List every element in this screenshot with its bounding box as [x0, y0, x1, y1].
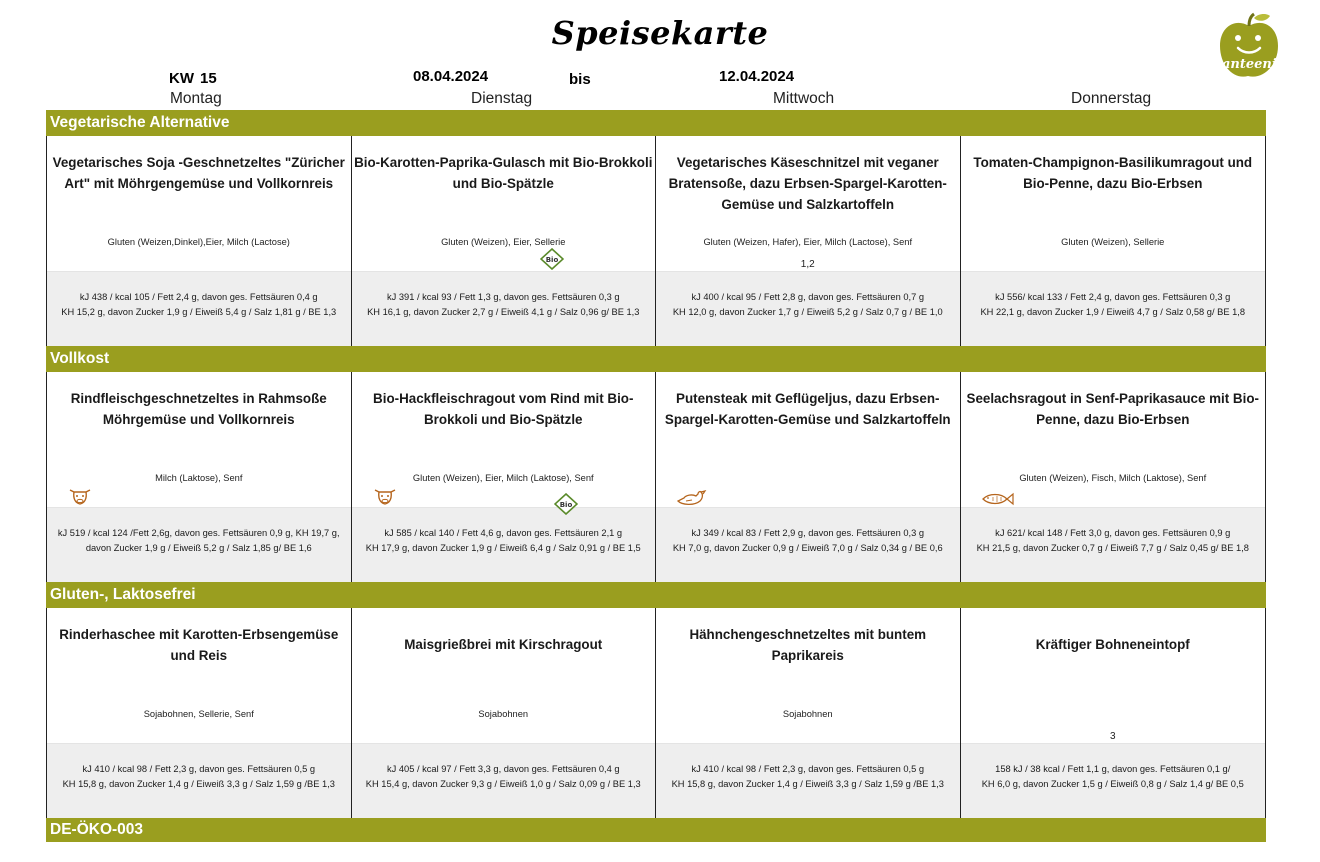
- menu-cell: [961, 372, 1266, 582]
- allergen-info: Sojabohnen: [478, 709, 529, 719]
- nutrition-line-1: kJ 519 / kcal 124 /Fett 2,6g, davon ges. Fettsäuren 0,9 g, KH 19,7 g,: [57, 528, 340, 538]
- nutrition-line-2: KH 22,1 g, davon Zucker 1,9 / Eiweiß 4,7 g / Salz 0,58 g/ BE 1,8: [980, 307, 1246, 317]
- nutrition-line-2: KH 15,8 g, davon Zucker 1,4 g / Eiweiß 3,3 g / Salz 1,59 g /BE 1,3: [62, 779, 335, 789]
- day-thursday: Donnerstag: [1071, 90, 1152, 107]
- allergen-info: Gluten (Weizen,Dinkel),Eier, Milch (Lactose): [107, 237, 290, 247]
- nutrition-line-1: kJ 405 / kcal 97 / Fett 3,3 g, davon ges. Fettsäuren 0,4 g: [386, 764, 620, 774]
- dish-name: Tomaten-Champignon-Basilikumragout und Bio-Penne, dazu Bio-Erbsen: [973, 155, 1253, 191]
- day-tuesday: Dienstag: [471, 90, 533, 107]
- nutrition-info: [961, 743, 1266, 818]
- nutrition-line-1: kJ 621/ kcal 148 / Fett 3,0 g, davon ges. Fettsäuren 0,9 g: [995, 528, 1231, 538]
- allergen-info: Milch (Laktose), Senf: [155, 473, 243, 483]
- nutrition-line-2: KH 16,1 g, davon Zucker 2,7 g / Eiweiß 4,1 g / Salz 0,96 g/ BE 1,3: [367, 307, 640, 317]
- dish-name: Bio-Hackfleischragout vom Rind mit Bio-Brokkoli und Bio-Spätzle: [373, 391, 634, 427]
- dish-name: Hähnchengeschnetzeltes mit buntem Paprikareis: [689, 627, 927, 663]
- page-title: Speisekarte: [551, 14, 769, 52]
- nutrition-line-2: KH 21,5 g, davon Zucker 0,7 g / Eiweiß 7,7 g / Salz 0,45 g/ BE 1,8: [976, 543, 1249, 553]
- allergen-info: Gluten (Weizen), Fisch, Milch (Laktose), Senf: [1019, 473, 1207, 483]
- allergen-info: Sojabohnen: [782, 709, 833, 719]
- week-label: [169, 70, 217, 87]
- bio-icon: [540, 248, 564, 270]
- dish-name: Putensteak mit Geflügeljus, dazu Erbsen-Spargel-Karotten-Gemüse und Salzkartoffeln: [664, 391, 951, 427]
- nutrition-info: [961, 271, 1266, 346]
- nutrition-line-1: kJ 585 / kcal 140 / Fett 4,6 g, davon ges. Fettsäuren 2,1 g: [384, 528, 623, 538]
- dish-name: Vegetarisches Käseschnitzel mit veganer Bratensoße, dazu Erbsen-Spargel-Karotten-Gemüse und Salzkartoffeln: [668, 155, 947, 212]
- nutrition-info: [656, 743, 960, 818]
- nutrition-line-1: 158 kJ / 38 kcal / Fett 1,1 g, davon ges. Fettsäuren 0,1 g/: [995, 764, 1231, 774]
- dish-name: Bio-Karotten-Paprika-Gulasch mit Bio-Brokkoli und Bio-Spätzle: [354, 155, 653, 191]
- nutrition-line-1: kJ 349 / kcal 83 / Fett 2,9 g, davon ges. Fettsäuren 0,3 g: [691, 528, 925, 538]
- menu-cell: [47, 136, 352, 346]
- dish-name: Rinderhaschee mit Karotten-Erbsengemüse und Reis: [59, 627, 339, 663]
- menu-grid: [46, 110, 1266, 842]
- day-wednesday: Mittwoch: [773, 90, 835, 107]
- menu-cell: [961, 136, 1266, 346]
- additive-numbers: 1,2: [800, 259, 815, 270]
- dish-name: Maisgrießbrei mit Kirschragout: [404, 637, 603, 652]
- nutrition-line-1: kJ 438 / kcal 105 / Fett 2,4 g, davon ges. Fettsäuren 0,4 g: [79, 292, 318, 302]
- section-header-vollkost: Vollkost: [46, 346, 1266, 372]
- kw-number: 15: [200, 70, 217, 87]
- section-header-vegetarian: Vegetarische Alternative: [46, 110, 1266, 136]
- menu-cell: [961, 608, 1266, 818]
- nutrition-line-2: KH 12,0 g, davon Zucker 1,7 g / Eiweiß 5,2 g / Salz 0,7 g / BE 1,0: [672, 307, 943, 317]
- nutrition-line-1: kJ 410 / kcal 98 / Fett 2,3 g, davon ges. Fettsäuren 0,5 g: [691, 764, 925, 774]
- menu-cell: [47, 372, 352, 582]
- menu-cell: [352, 136, 657, 346]
- menu-cell: [47, 608, 352, 818]
- svg-text:Bio: Bio: [559, 501, 572, 509]
- nutrition-info: [47, 743, 351, 818]
- nutrition-line-2: KH 17,9 g, davon Zucker 1,9 g / Eiweiß 6,4 g / Salz 0,91 g / BE 1,5: [365, 543, 641, 553]
- nutrition-info: [47, 507, 351, 582]
- menu-row-gluten-lactose-free: [46, 608, 1266, 818]
- nutrition-info: [656, 507, 960, 582]
- organic-certification-code: DE-ÖKO-003: [46, 818, 1266, 842]
- date-from: 08.04.2024: [413, 68, 489, 85]
- nutrition-info: [656, 271, 960, 346]
- nutrition-line-2: KH 15,4 g, davon Zucker 9,3 g / Eiweiß 1,0 g / Salz 0,09 g / BE 1,3: [365, 779, 641, 789]
- allergen-info: Gluten (Weizen, Hafer), Eier, Milch (Lactose), Senf: [703, 237, 913, 247]
- menu-cell: [656, 372, 961, 582]
- allergen-info: Gluten (Weizen), Sellerie: [1061, 237, 1165, 247]
- menu-row-vollkost: [46, 372, 1266, 582]
- nutrition-line-2: KH 15,2 g, davon Zucker 1,9 g / Eiweiß 5,4 g / Salz 1,81 g / BE 1,3: [61, 307, 337, 317]
- menu-cell: [656, 136, 961, 346]
- nutrition-line-1: kJ 556/ kcal 133 / Fett 2,4 g, davon ges. Fettsäuren 0,3 g: [995, 292, 1231, 302]
- nutrition-info: [352, 743, 656, 818]
- nutrition-line-2: KH 6,0 g, davon Zucker 1,5 g / Eiweiß 0,8 g / Salz 1,4 g/ BE 0,5: [981, 779, 1244, 789]
- nutrition-info: [352, 507, 656, 582]
- nutrition-line-2: KH 15,8 g, davon Zucker 1,4 g / Eiweiß 3,3 g / Salz 1,59 g /BE 1,3: [671, 779, 944, 789]
- allergen-info: Sojabohnen, Sellerie, Senf: [143, 709, 254, 719]
- kw-label: KW: [169, 70, 194, 87]
- logo-text: kanteenie: [1216, 57, 1282, 72]
- nutrition-line-1: kJ 400 / kcal 95 / Fett 2,8 g, davon ges. Fettsäuren 0,7 g: [691, 292, 925, 302]
- bis-label: bis: [569, 71, 591, 88]
- nutrition-line-2: KH 7,0 g, davon Zucker 0,9 g / Eiweiß 7,0 g / Salz 0,34 g / BE 0,6: [672, 543, 943, 553]
- menu-row-vegetarian: [46, 136, 1266, 346]
- beef-icon: [67, 486, 93, 506]
- additive-numbers: 3: [1109, 731, 1116, 742]
- nutrition-info: [352, 271, 656, 346]
- nutrition-line-2: davon Zucker 1,9 g / Eiweiß 5,2 g / Salz 1,85 g/ BE 1,6: [85, 543, 312, 553]
- section-header-gluten-lactose-free: Gluten-, Laktosefrei: [46, 582, 1266, 608]
- nutrition-info: [47, 271, 351, 346]
- menu-cell: [352, 372, 657, 582]
- fish-icon: [981, 492, 1015, 506]
- beef-icon: [372, 486, 398, 506]
- date-to: 12.04.2024: [719, 68, 795, 85]
- nutrition-info: [961, 507, 1266, 582]
- kanteenie-logo: [1216, 12, 1282, 84]
- nutrition-line-1: kJ 410 / kcal 98 / Fett 2,3 g, davon ges. Fettsäuren 0,5 g: [82, 764, 316, 774]
- allergen-info: Gluten (Weizen), Eier, Sellerie: [441, 237, 566, 247]
- poultry-icon: [676, 489, 708, 507]
- dish-name: Seelachsragout in Senf-Paprikasauce mit Bio-Penne, dazu Bio-Erbsen: [966, 391, 1259, 427]
- allergen-info: Gluten (Weizen), Eier, Milch (Laktose), Senf: [412, 473, 594, 483]
- dish-name: Rindfleischgeschnetzeltes in Rahmsoße Möhrgemüse und Vollkornreis: [70, 391, 327, 427]
- weekday-header: [46, 90, 1266, 110]
- menu-cell: [656, 608, 961, 818]
- svg-text:Bio: Bio: [545, 256, 558, 264]
- bio-icon: [554, 493, 578, 515]
- dish-name: Kräftiger Bohneneintopf: [1035, 637, 1190, 652]
- dish-name: Vegetarisches Soja -Geschnetzeltes "Züricher Art" mit Möhrgengemüse und Vollkornreis: [52, 155, 345, 191]
- nutrition-line-1: kJ 391 / kcal 93 / Fett 1,3 g, davon ges. Fettsäuren 0,3 g: [386, 292, 620, 302]
- day-monday: Montag: [170, 90, 222, 107]
- menu-cell: [352, 608, 657, 818]
